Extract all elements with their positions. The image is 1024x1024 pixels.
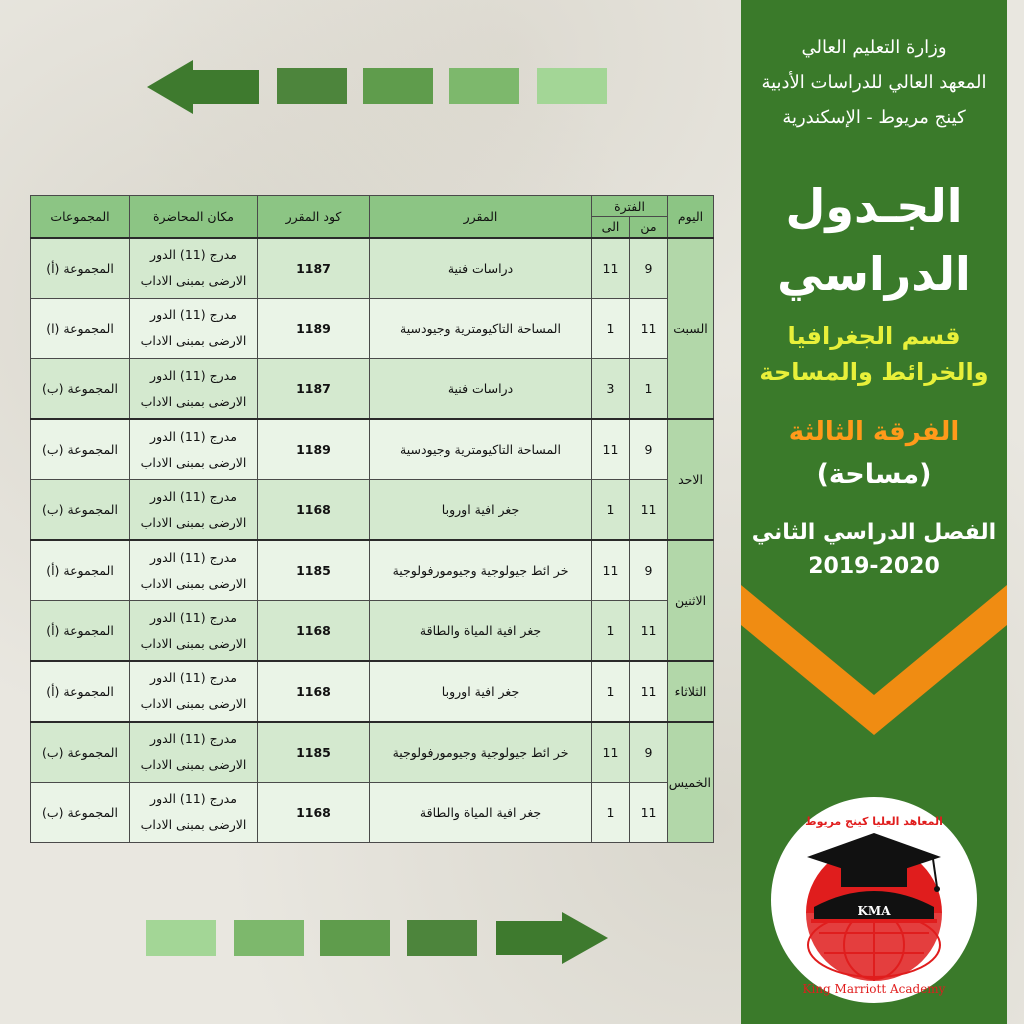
logo-initials: KMA: [857, 904, 891, 918]
ministry-text: وزارة التعليم العالي: [801, 37, 947, 58]
group-cell: المجموعة (ب): [31, 782, 130, 843]
place-line: الارضى بمبنى الاداب: [140, 817, 247, 833]
header-period: الفترة: [592, 196, 668, 217]
table-row: [31, 601, 714, 662]
code-cell: 1189: [258, 419, 370, 480]
code-cell: 1168: [258, 782, 370, 843]
code-cell: 1185: [258, 540, 370, 601]
group-cell: المجموعة (أ): [31, 238, 130, 299]
deco-square: [277, 68, 347, 104]
place-cell: [130, 359, 258, 420]
place-line: مدرج (11) الدور: [150, 307, 237, 323]
code-cell: 1168: [258, 661, 370, 722]
day-cell: الثلاثاء: [668, 661, 714, 722]
place-cell: [130, 298, 258, 359]
place-line: الارضى بمبنى الاداب: [140, 393, 247, 409]
place-cell: [130, 722, 258, 783]
course-cell: خر ائط جيولوجية وجيومورفولوجية: [370, 722, 592, 783]
place-line: الارضى بمبنى الاداب: [140, 575, 247, 591]
to-cell: 1: [592, 480, 630, 541]
header-place: مكان المحاضرة: [130, 196, 258, 238]
course-cell: دراسات فنية: [370, 359, 592, 420]
deco-square: [234, 920, 304, 956]
course-cell: المساحة التاكيومترية وجيودسية: [370, 419, 592, 480]
course-cell: جغر افية المياة والطاقة: [370, 601, 592, 662]
to-cell: 1: [592, 661, 630, 722]
deco-square: [537, 68, 607, 104]
academic-year: 2019-2020: [808, 554, 940, 579]
place-cell: [130, 661, 258, 722]
header-to: الى: [592, 217, 630, 238]
day-cell: السبت: [668, 238, 714, 420]
to-cell: 11: [592, 238, 630, 299]
group-cell: المجموعة (ا): [31, 298, 130, 359]
semester: الفصل الدراسي الثاني: [751, 520, 997, 545]
course-cell: خر ائط جيولوجية وجيومورفولوجية: [370, 540, 592, 601]
header-group: المجموعات: [31, 196, 130, 238]
course-cell: جغر افية اوروبا: [370, 661, 592, 722]
place-line: الارضى بمبنى الاداب: [140, 333, 247, 349]
from-cell: 11: [630, 661, 668, 722]
code-cell: 1187: [258, 238, 370, 299]
to-cell: 11: [592, 722, 630, 783]
to-cell: 11: [592, 540, 630, 601]
schedule-table: [30, 195, 714, 843]
logo-english: King Marriott Academy: [802, 982, 946, 996]
table-row: [31, 359, 714, 420]
department-name: قسم الجغرافيا والخرائط والمساحة: [759, 322, 989, 386]
group-cell: المجموعة (ب): [31, 419, 130, 480]
group-cell: المجموعة (ب): [31, 722, 130, 783]
code-cell: 1187: [258, 359, 370, 420]
to-cell: 11: [592, 419, 630, 480]
table-row: [31, 661, 714, 722]
day-cell: الاثنين: [668, 540, 714, 661]
table-row: [31, 298, 714, 359]
place-line: مدرج (11) الدور: [150, 609, 237, 625]
code-cell: 1168: [258, 601, 370, 662]
place-line: الارضى بمبنى الاداب: [140, 514, 247, 530]
course-cell: المساحة التاكيومترية وجيودسية: [370, 298, 592, 359]
location-text: كينج مريوط - الإسكندرية: [782, 107, 966, 128]
place-line: مدرج (11) الدور: [150, 549, 237, 565]
from-cell: 1: [630, 359, 668, 420]
to-cell: 3: [592, 359, 630, 420]
place-cell: [130, 540, 258, 601]
from-cell: 9: [630, 419, 668, 480]
from-cell: 9: [630, 722, 668, 783]
table-row: [31, 782, 714, 843]
info-panel: [741, 0, 1007, 1024]
group-cell: المجموعة (ب): [31, 359, 130, 420]
page-title: الجـدول الدراسي: [777, 179, 971, 301]
table-row: [31, 238, 714, 299]
table-row: [31, 722, 714, 783]
course-cell: جغر افية المياة والطاقة: [370, 782, 592, 843]
from-cell: 11: [630, 298, 668, 359]
place-cell: [130, 782, 258, 843]
table-row: [31, 480, 714, 541]
code-cell: 1168: [258, 480, 370, 541]
deco-square: [146, 920, 216, 956]
institution-block: [741, 30, 1007, 135]
place-line: الارضى بمبنى الاداب: [140, 635, 247, 651]
header-day: اليوم: [668, 196, 714, 238]
academy-logo: [769, 795, 979, 1005]
deco-square: [407, 920, 477, 956]
year-level: الفرقة الثالثة: [788, 417, 960, 447]
table-header: [31, 196, 714, 238]
to-cell: 1: [592, 782, 630, 843]
header-course: المقرر: [370, 196, 592, 238]
code-cell: 1189: [258, 298, 370, 359]
table-row: [31, 419, 714, 480]
place-line: الارضى بمبنى الاداب: [140, 757, 247, 772]
group-cell: المجموعة (أ): [31, 540, 130, 601]
code-cell: 1185: [258, 722, 370, 783]
day-cell: الاحد: [668, 419, 714, 540]
place-line: مدرج (11) الدور: [150, 488, 237, 504]
header-code: كود المقرر: [258, 196, 370, 238]
place-cell: [130, 238, 258, 299]
branch-name: (مساحة): [816, 459, 932, 490]
table-body: [31, 238, 714, 843]
place-line: مدرج (11) الدور: [150, 670, 237, 686]
place-line: الارضى بمبنى الاداب: [140, 273, 247, 288]
course-cell: جغر افية اوروبا: [370, 480, 592, 541]
place-cell: [130, 480, 258, 541]
kma-logo-icon: [769, 795, 979, 1005]
right-arrow-icon: [496, 912, 608, 964]
place-line: مدرج (11) الدور: [150, 791, 237, 807]
institute-text: المعهد العالي للدراسات الأدبية: [761, 72, 987, 93]
group-cell: المجموعة (ب): [31, 480, 130, 541]
place-line: الارضى بمبنى الاداب: [140, 454, 247, 470]
from-cell: 11: [630, 601, 668, 662]
to-cell: 1: [592, 601, 630, 662]
from-cell: 9: [630, 540, 668, 601]
to-cell: 1: [592, 298, 630, 359]
place-line: مدرج (11) الدور: [150, 731, 237, 746]
table-row: [31, 540, 714, 601]
group-cell: المجموعة (أ): [31, 601, 130, 662]
from-cell: 11: [630, 782, 668, 843]
from-cell: 11: [630, 480, 668, 541]
place-cell: [130, 419, 258, 480]
deco-square: [363, 68, 433, 104]
place-cell: [130, 601, 258, 662]
place-line: مدرج (11) الدور: [150, 428, 237, 444]
deco-square: [449, 68, 519, 104]
place-line: مدرج (11) الدور: [150, 367, 237, 383]
left-arrow-icon: [147, 60, 259, 114]
chevron-decoration: [741, 585, 1007, 745]
place-line: مدرج (11) الدور: [150, 247, 237, 262]
group-cell: المجموعة (أ): [31, 661, 130, 722]
deco-square: [320, 920, 390, 956]
logo-arabic: المعاهد العليا كينج مريوط: [805, 815, 943, 828]
header-from: من: [630, 217, 668, 238]
from-cell: 9: [630, 238, 668, 299]
day-cell: الخميس: [668, 722, 714, 843]
place-line: الارضى بمبنى الاداب: [140, 696, 247, 712]
course-cell: دراسات فنية: [370, 238, 592, 299]
